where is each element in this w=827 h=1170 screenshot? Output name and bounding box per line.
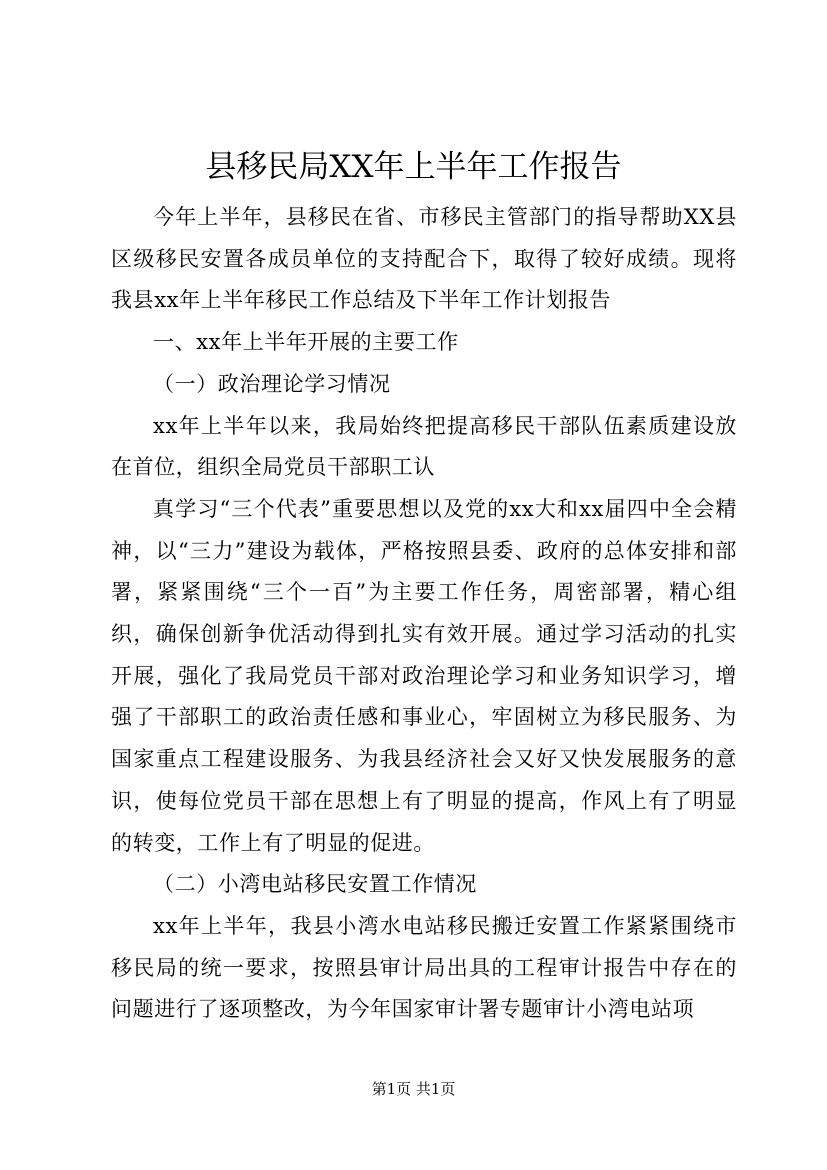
paragraph-xiaowan-station: xx年上半年，我县小湾水电站移民搬迁安置工作紧紧围绕市移民局的统一要求，按照县审计局出具的工程审计报告中存在的问题进行了逐项整改，为今年国家审计署专题审计小湾电站项 [111, 913, 737, 1022]
document-title: 县移民局XX年上半年工作报告 [205, 149, 622, 185]
intro-paragraph: 今年上半年，县移民在省、市移民主管部门的指导帮助XX县区级移民安置各成员单位的支持配合下，取得了较好成绩。现将我县xx年上半年移民工作总结及下半年工作计划报告 [111, 205, 737, 313]
sub-heading-xiaowan-station: （二）小湾电站移民安置工作情况 [153, 872, 477, 897]
page-footer: 第1页 共1页 [371, 1080, 456, 1098]
paragraph-political-study-intro: xx年上半年以来，我局始终把提高移民干部队伍素质建设放在首位，组织全局党员干部职工认 [111, 413, 737, 480]
sub-heading-political-study: （一）政治理论学习情况 [153, 371, 391, 396]
document-body [111, 197, 737, 1031]
paragraph-political-study-body: 真学习“三个代表”重要思想以及党的xx大和xx届四中全会精神，以“三力”建设为载体，严格按照县委、政府的总体安排和部署，紧紧围绕“三个一百”为主要工作任务，周密部署，精心组织，确保创新争优活动得到扎实有效开展。通过学习活动的扎实开展，强化了我局党员干部对政治理论学习和业务知识学习，增强了干部职工的政治责任感和事业心，牢固树立为移民服务、为国家重点工程建设服务、为我县经济社会又好又快发展服务的意识，使每位党员干部在思想上有了明显的提高，作风上有了明显的转变，工作上有了明显的促进。 [111, 496, 737, 855]
section-heading-1: 一、xx年上半年开展的主要工作 [153, 330, 459, 355]
